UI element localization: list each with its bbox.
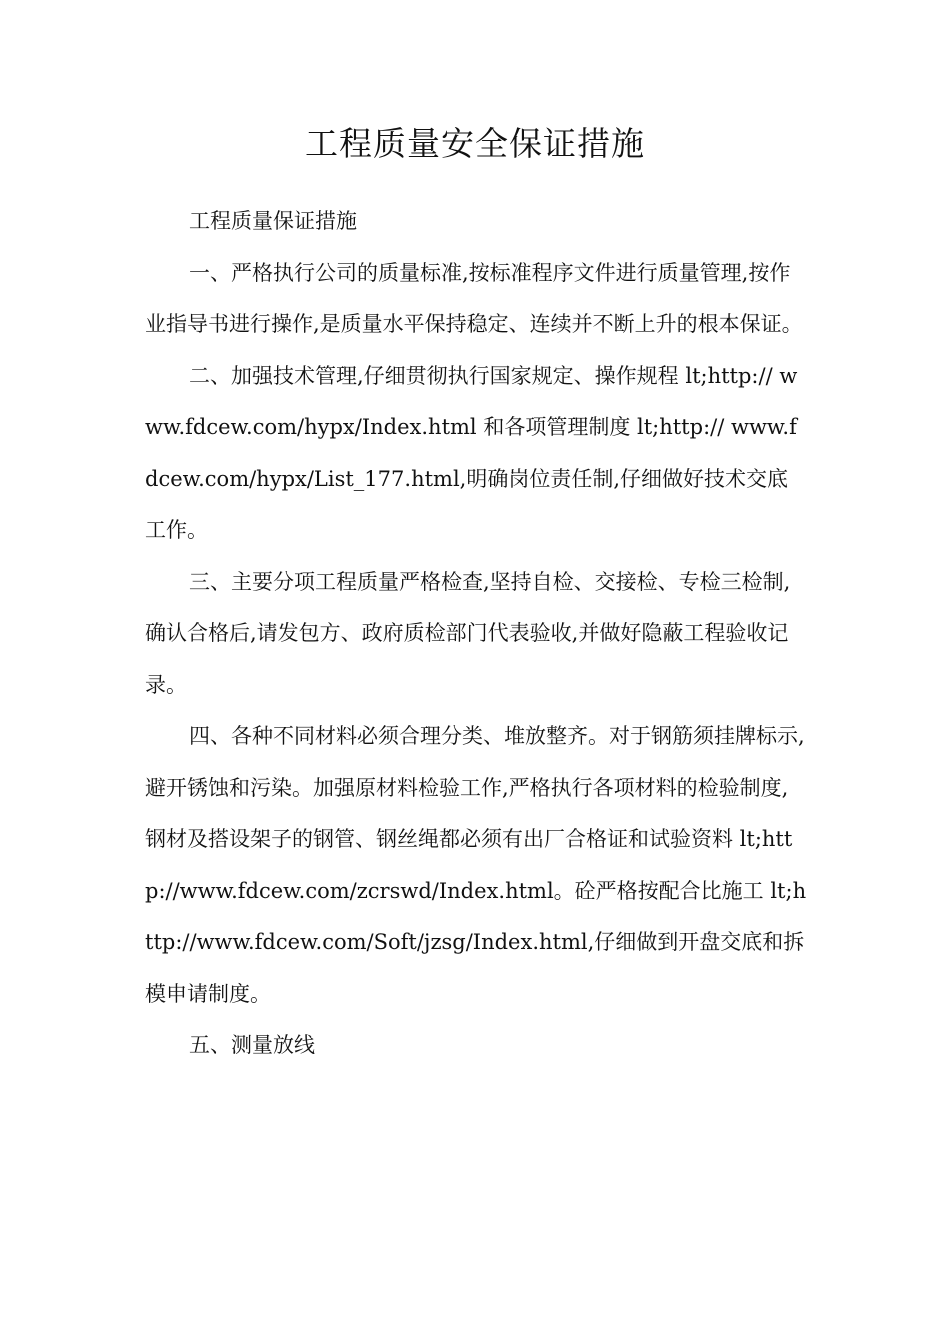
section-heading: 工程质量保证措施	[189, 209, 357, 233]
paragraph-3: 三、主要分项工程质量严格检查,坚持自检、交接检、专检三检制,确认合格后,请发包方、政府质检部门代表验收,并做好隐蔽工程验收记录。	[145, 569, 791, 697]
paragraph-2: 二、加强技术管理,仔细贯彻执行国家规定、操作规程 lt;http:// www.fdcew.com/hypx/Index.html 和各项管理制度 lt;http:// www.fdcew.com/hypx/List_177.html,明确岗位责任制,仔细做好技术交底工作。	[145, 363, 798, 542]
section-heading-5: 五、测量放线	[189, 1033, 315, 1057]
paragraph-1: 一、严格执行公司的质量标准,按标准程序文件进行质量管理,按作业指导书进行操作,是质量水平保持稳定、连续并不断上升的根本保证。	[145, 260, 803, 336]
document-body	[145, 196, 807, 1072]
document-title: 工程质量安全保证措施	[305, 124, 645, 163]
paragraph-4: 四、各种不同材料必须合理分类、堆放整齐。对于钢筋须挂牌标示,避开锈蚀和污染。加强原材料检验工作,严格执行各项材料的检验制度,钢材及搭设架子的钢管、钢丝绳都必须有出厂合格证和试验资料 lt;http://www.fdcew.com/zcrswd/Index.html。砼严格按配合比施工 lt;http://www.fdcew.com/Soft/jzsg/Index.html,仔细做到开盘交底和拆模申请制度。	[145, 724, 807, 1006]
